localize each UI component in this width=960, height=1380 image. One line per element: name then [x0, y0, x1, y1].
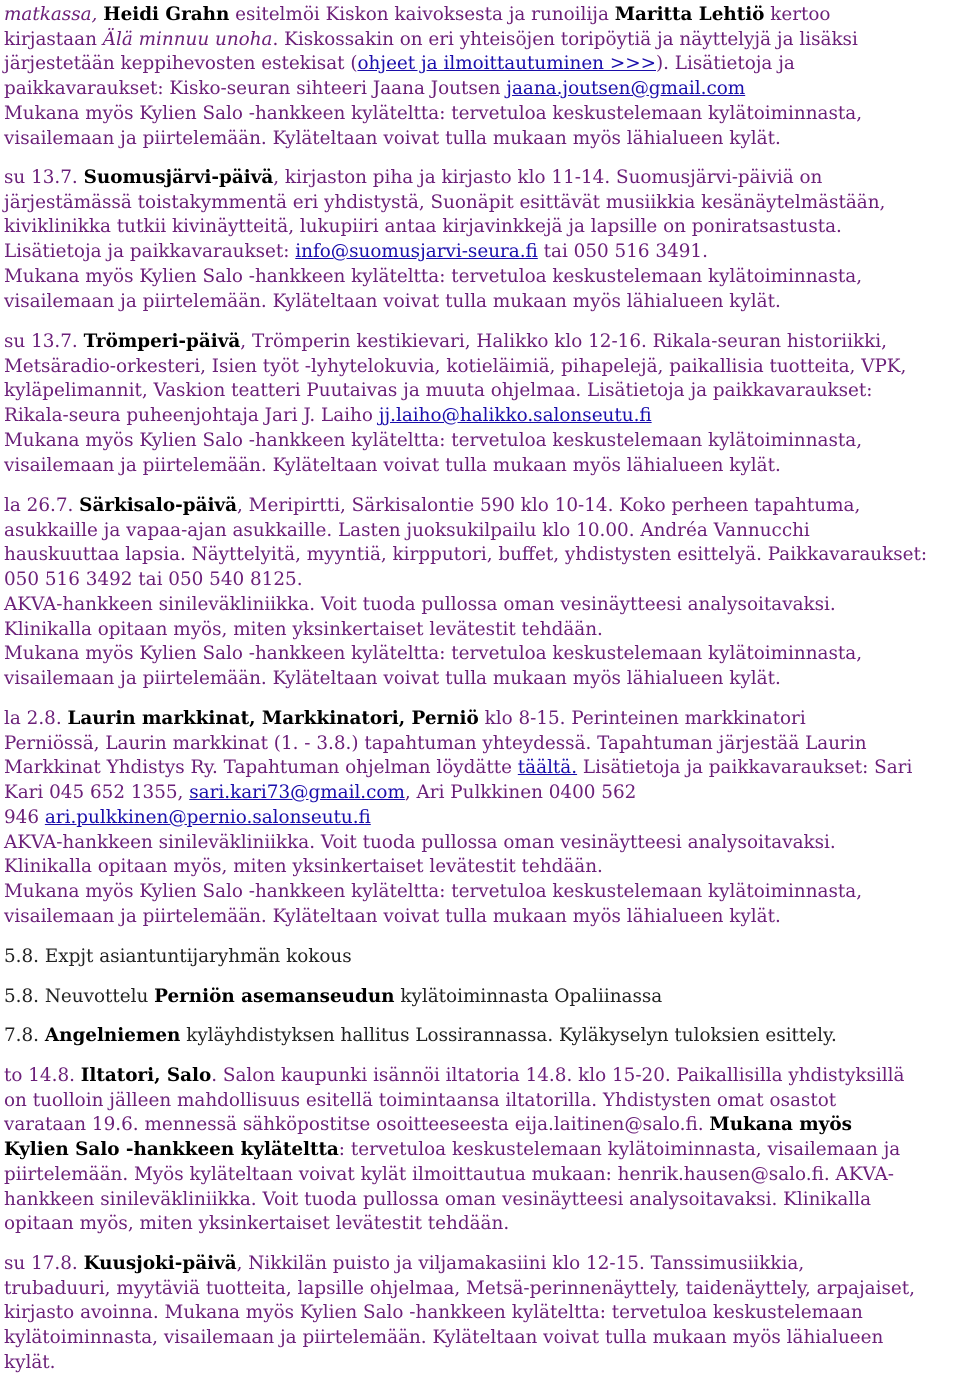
event-text: su 13.7. [4, 167, 84, 188]
text-line [4, 1138, 958, 1163]
event-text: tai 050 516 3491. [537, 241, 708, 263]
event-text: Klinikalla opitaan myös, miten yksinkertaiset levätestit tehdään. [4, 618, 603, 640]
event-title: Laurin markkinat, Markkinatori, Perniö [67, 708, 479, 729]
text-line [4, 831, 958, 856]
text-line [4, 1277, 958, 1302]
text-line [4, 1212, 958, 1237]
text-line [4, 290, 958, 315]
event-text: Lisätietoja ja paikkavaraukset: Sari [577, 757, 913, 779]
event-text: trubaduuri, myytäviä tuotteita, lapsille ohjelmaa, Metsä-perinnenäyttely, taidenäyttely, arpajaiset, [4, 1277, 915, 1299]
event-text: kyläyhdistyksen hallitus Lossirannassa. Kyläkyselyn tuloksien esittely. [180, 1025, 837, 1046]
text-line [4, 1351, 958, 1376]
text-line [4, 1064, 958, 1089]
event-text: Mukana myös Kylien Salo -hankkeen kyläteltta: tervetuloa keskustelemaan kylätoiminnasta, [4, 643, 863, 665]
text-line [4, 1163, 958, 1188]
event-text: . Salon kaupunki isännöi iltatoria 14.8. klo 15-20. Paikallisilla yhdistyksillä [211, 1065, 905, 1086]
text-line [4, 28, 958, 53]
event-paragraph [4, 985, 960, 1010]
event-paragraph [4, 1064, 960, 1237]
event-text: paikkavaraukset: Kisko-seuran sihteeri Jaana Joutsen [4, 78, 507, 100]
event-text: opitaan myös, miten yksinkertaiset levätestit tehdään. [4, 1213, 510, 1235]
event-text: kylätoiminnasta Opaliinassa [394, 986, 663, 1007]
text-line [4, 642, 958, 667]
event-title: Kylien Salo -hankkeen kyläteltta [4, 1139, 339, 1161]
event-title: Heidi Grahn [103, 4, 230, 25]
event-text: hauskuuttaa lapsia. Näyttelyitä, myyntiä, kirpputori, buffet, yhdistysten esittelyä. Paikkavaraukset: [4, 544, 928, 566]
event-text: 946 [4, 806, 45, 828]
event-title: Perniön asemanseudun [154, 986, 395, 1007]
event-text: kirjasto avoinna. Mukana myös Kylien Salo -hankkeen kyläteltta: tervetuloa keskustelemaan [4, 1302, 863, 1324]
event-text: Mukana myös Kylien Salo -hankkeen kyläteltta: tervetuloa keskustelemaan kylätoiminnasta, [4, 880, 863, 902]
event-text: varataan 19.6. mennessä sähköpostitse osoitteeseesta eija.laitinen@salo.fi. [4, 1114, 710, 1136]
text-line [4, 593, 958, 618]
event-text: on tuolloin jälleen mahdollisuus esitellä toimintaansa iltatorilla. Yhdistysten omat osastot [4, 1089, 837, 1111]
event-text: la 2.8. [4, 708, 68, 729]
event-text: matkassa, [4, 4, 104, 25]
event-text: : tervetuloa keskustelemaan kylätoiminnasta, visailemaan ja [338, 1139, 901, 1161]
event-text: 5.8. Neuvottelu [4, 986, 155, 1007]
text-line [4, 1188, 958, 1213]
email-link[interactable]: täältä. [517, 757, 578, 779]
text-line [4, 806, 958, 831]
event-text: la 26.7. [4, 495, 80, 516]
text-line [4, 781, 958, 806]
event-text: 050 516 3492 tai 050 540 8125. [4, 569, 303, 591]
event-text: kiviklinikka tutkii kivinäytteitä, lukupiiri antaa kirjavinkkejä ja lapsille on poniratsastusta. [4, 216, 842, 238]
event-title: Särkisalo-päivä [79, 495, 237, 516]
text-line [4, 379, 958, 404]
text-line [4, 1089, 958, 1114]
text-line [4, 404, 958, 429]
event-text: kirjastaan [4, 28, 103, 50]
event-text: AKVA-hankkeen sinileväkliniikka. Voit tuoda pullossa oman vesinäytteesi analysoitavaksi. [4, 593, 836, 615]
text-line [4, 3, 958, 28]
text-line [4, 355, 958, 380]
event-text: esitelmöi Kiskon kaivoksesta ja runoilija [229, 4, 615, 25]
event-text: visailemaan ja piirtelemään. Kyläteltaan voivat tulla mukaan myös lähialueen kylät. [4, 127, 781, 149]
event-text: . Kiskossakin on eri yhteisöjen toripöytiä ja näyttelyjä ja lisäksi [272, 28, 858, 50]
event-text: , Ari Pulkkinen 0400 562 [404, 782, 637, 804]
text-line [4, 756, 958, 781]
text-line [4, 1252, 958, 1277]
event-text: Mukana myös Kylien Salo -hankkeen kyläteltta: tervetuloa keskustelemaan kylätoiminnasta, [4, 102, 863, 124]
event-paragraph [4, 330, 960, 478]
event-text: Metsäradio-orkesteri, Isien työt -lyhytelokuvia, kotieläimiä, pihapelejä, paikallisia tuotteita, VPK, [4, 355, 907, 377]
event-title: Maritta Lehtiö [614, 4, 765, 25]
event-text: Lisätietoja ja paikkavaraukset: [4, 241, 296, 263]
text-line [4, 985, 958, 1010]
event-title: Kuusjoki-päivä [83, 1253, 237, 1274]
email-link[interactable]: ari.pulkkinen@pernio.salonseutu.fi [44, 806, 371, 828]
event-text: asukkaille ja vapaa-ajan asukkaille. Lasten juoksukilpailu klo 10.00. Andréa Vannucchi [4, 519, 810, 541]
text-line [4, 77, 958, 102]
text-line [4, 905, 958, 930]
email-link[interactable]: ohjeet ja ilmoittautuminen >>> [357, 53, 656, 75]
email-link[interactable]: jaana.joutsen@gmail.com [506, 78, 746, 100]
text-line [4, 732, 958, 757]
event-text: visailemaan ja piirtelemään. Kyläteltaan voivat tulla mukaan myös lähialueen kylät. [4, 454, 781, 476]
event-text: , Trömperin kestikievari, Halikko klo 12-16. Rikala-seuran historiikki, [240, 331, 887, 352]
event-paragraph [4, 1024, 960, 1049]
event-title: Trömperi-päivä [83, 331, 241, 352]
event-text: Markkinat Yhdistys Ry. Tapahtuman ohjelman löydätte [4, 757, 518, 779]
event-text: klo 8-15. Perinteinen markkinatori [478, 708, 806, 729]
text-line [4, 127, 958, 152]
text-line [4, 1024, 958, 1049]
event-title: Mukana myös [709, 1114, 852, 1136]
event-text: visailemaan ja piirtelemään. Kyläteltaan voivat tulla mukaan myös lähialueen kylät. [4, 667, 781, 689]
event-text: 7.8. [4, 1025, 45, 1046]
event-text: su 13.7. [4, 331, 84, 352]
event-text: to 14.8. [4, 1065, 81, 1086]
event-text: hankkeen sinileväkliniikka. Voit tuoda pullossa oman vesinäytteesi analysoitavaksi. Klinikalla [4, 1188, 872, 1210]
event-text: kylät. [4, 1351, 56, 1373]
text-line [4, 1113, 958, 1138]
event-text: kyläpelimannit, Vaskion teatteri Puutaivas ja muuta ohjelmaa. Lisätietoja ja paikkavaraukset: [4, 380, 873, 402]
text-line [4, 330, 958, 355]
event-text: Perniössä, Laurin markkinat (1. - 3.8.) tapahtuman yhteydessä. Tapahtuman järjestää Laurin [4, 732, 867, 754]
email-link[interactable]: jj.laiho@halikko.salonseutu.fi [378, 405, 652, 427]
event-text: Mukana myös Kylien Salo -hankkeen kyläteltta: tervetuloa keskustelemaan kylätoiminnasta, [4, 429, 863, 451]
event-text: kertoo [764, 4, 831, 25]
event-text: 5.8. Expjt asiantuntijaryhmän kokous [4, 946, 352, 967]
text-line [4, 52, 958, 77]
event-text: järjestetään keppihevosten estekisat ( [4, 53, 358, 75]
event-text: visailemaan ja piirtelemään. Kyläteltaan voivat tulla mukaan myös lähialueen kylät. [4, 905, 781, 927]
text-line [4, 494, 958, 519]
text-line [4, 265, 958, 290]
event-text: , kirjaston piha ja kirjasto klo 11-14. Suomusjärvi-päiviä on [273, 167, 823, 188]
event-title: Suomusjärvi-päivä [83, 167, 274, 188]
event-text: Mukana myös Kylien Salo -hankkeen kyläteltta: tervetuloa keskustelemaan kylätoiminnasta, [4, 265, 863, 287]
event-paragraph [4, 1252, 960, 1376]
event-paragraph [4, 3, 960, 151]
text-line [4, 429, 958, 454]
event-text: Rikala-seura puheenjohtaja Jari J. Laiho [4, 405, 379, 427]
event-text: visailemaan ja piirtelemään. Kyläteltaan voivat tulla mukaan myös lähialueen kylät. [4, 290, 781, 312]
event-text: su 17.8. [4, 1253, 84, 1274]
text-line [4, 102, 958, 127]
event-text: , Nikkilän puisto ja viljamakasiini klo 12-15. Tanssimusiikkia, [236, 1253, 805, 1274]
event-title: Angelniemen [44, 1025, 181, 1046]
event-text: , Meripirtti, Särkisalontie 590 klo 10-14. Koko perheen tapahtuma, [236, 495, 861, 516]
event-text: Kari 045 652 1355, [4, 782, 190, 804]
text-line [4, 1326, 958, 1351]
event-paragraph [4, 494, 960, 692]
text-line [4, 1301, 958, 1326]
event-text: ). Lisätietoja ja [655, 53, 795, 75]
event-paragraph [4, 945, 960, 970]
text-line [4, 191, 958, 216]
event-text: Klinikalla opitaan myös, miten yksinkertaiset levätestit tehdään. [4, 856, 603, 878]
text-line [4, 543, 958, 568]
event-text: järjestämässä toistakymmentä eri yhdistystä, Suonäpit esittävät musiikkia kesänäytelmästään, [4, 191, 886, 213]
text-line [4, 215, 958, 240]
text-line [4, 945, 958, 970]
text-line [4, 568, 958, 593]
text-line [4, 667, 958, 692]
email-link[interactable]: info@suomusjarvi-seura.fi [295, 241, 538, 263]
text-line [4, 707, 958, 732]
email-link[interactable]: sari.kari73@gmail.com [189, 782, 405, 804]
text-line [4, 240, 958, 265]
text-line [4, 880, 958, 905]
event-title: Iltatori, Salo [80, 1065, 212, 1086]
event-paragraph [4, 707, 960, 929]
event-text: Älä minnuu unoha [102, 28, 273, 50]
text-line [4, 166, 958, 191]
text-line [4, 454, 958, 479]
text-line [4, 855, 958, 880]
text-line [4, 618, 958, 643]
text-line [4, 519, 958, 544]
event-text: AKVA-hankkeen sinileväkliniikka. Voit tuoda pullossa oman vesinäytteesi analysoitavaksi. [4, 831, 836, 853]
event-paragraph [4, 166, 960, 314]
event-text: piirtelemään. Myös kyläteltaan voivat kylät ilmoittautua mukaan: henrik.hausen@salo.fi. AKVA- [4, 1163, 894, 1185]
event-text: kylätoiminnasta, visailemaan ja piirtelemään. Kyläteltaan voivat tulla mukaan myös lähialueen [4, 1327, 884, 1349]
